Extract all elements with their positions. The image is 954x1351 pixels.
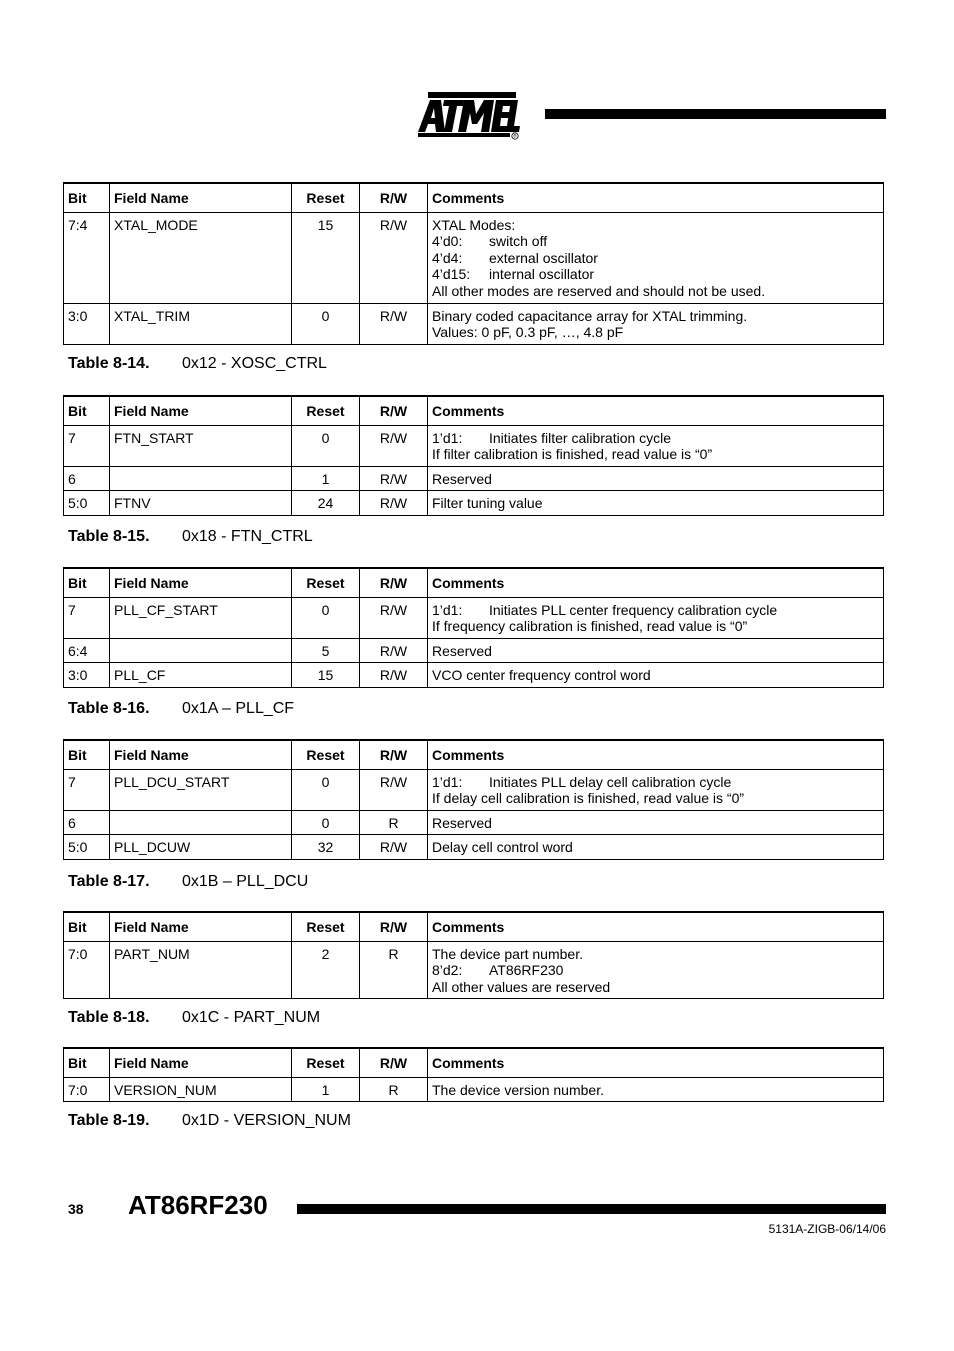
column-header-field-name: Field Name bbox=[110, 396, 292, 425]
field-name-cell: PLL_DCUW bbox=[110, 835, 292, 860]
comment-text: Binary coded capacitance array for XTAL trimming. bbox=[432, 307, 748, 324]
comment-line bbox=[432, 946, 879, 963]
column-header-reset: Reset bbox=[292, 912, 360, 941]
table-number: Table 8-16. bbox=[68, 700, 150, 717]
table-number: Table 8-14. bbox=[68, 355, 150, 372]
column-header-comments: Comments bbox=[428, 568, 884, 597]
reset-cell: 1 bbox=[292, 1077, 360, 1102]
table-number: Table 8-19. bbox=[68, 1112, 150, 1129]
register-table bbox=[63, 395, 884, 516]
reset-cell: 32 bbox=[292, 835, 360, 860]
table-caption bbox=[68, 528, 313, 546]
comment-value-code: 1’d1: bbox=[432, 601, 463, 618]
table-caption bbox=[68, 355, 327, 373]
reset-cell: 15 bbox=[292, 212, 360, 303]
table-number: Table 8-15. bbox=[68, 528, 150, 545]
comments-cell bbox=[428, 663, 884, 688]
comments-cell bbox=[428, 1077, 884, 1102]
column-header-bit: Bit bbox=[64, 183, 110, 212]
header-row bbox=[64, 1048, 884, 1077]
bit-cell: 6 bbox=[64, 466, 110, 491]
bit-cell: 5:0 bbox=[64, 491, 110, 516]
reset-cell: 0 bbox=[292, 769, 360, 810]
header-row bbox=[64, 568, 884, 597]
reset-cell: 0 bbox=[292, 597, 360, 638]
comment-text: VCO center frequency control word bbox=[432, 667, 651, 684]
column-header-field-name: Field Name bbox=[110, 568, 292, 597]
table-row bbox=[64, 425, 884, 466]
svg-text:®: ® bbox=[512, 134, 518, 140]
table-title: 0x12 - XOSC_CTRL bbox=[182, 355, 327, 372]
rw-cell: R/W bbox=[360, 835, 428, 860]
table-caption bbox=[68, 873, 308, 891]
document-title: AT86RF230 bbox=[128, 1190, 268, 1220]
table-title: 0x1B – PLL_DCU bbox=[182, 873, 309, 890]
comment-line bbox=[432, 233, 879, 250]
comments-cell bbox=[428, 491, 884, 516]
comment-text: Initiates PLL delay cell calibration cycle bbox=[489, 773, 732, 790]
field-name-cell: VERSION_NUM bbox=[110, 1077, 292, 1102]
header-row bbox=[64, 183, 884, 212]
reset-cell: 24 bbox=[292, 491, 360, 516]
comment-text: Values: 0 pF, 0.3 pF, …, 4.8 pF bbox=[432, 324, 624, 341]
header-row bbox=[64, 396, 884, 425]
comment-line bbox=[432, 283, 879, 300]
column-header-bit: Bit bbox=[64, 396, 110, 425]
field-name-cell bbox=[110, 466, 292, 491]
reset-cell: 0 bbox=[292, 425, 360, 466]
comment-text: switch off bbox=[489, 233, 548, 250]
comment-line bbox=[432, 471, 879, 488]
bit-cell: 3:0 bbox=[64, 663, 110, 688]
comment-text: Filter tuning value bbox=[432, 495, 543, 512]
rw-cell: R/W bbox=[360, 769, 428, 810]
comments-cell bbox=[428, 303, 884, 344]
table-row bbox=[64, 212, 884, 303]
comments-cell bbox=[428, 466, 884, 491]
comments-cell bbox=[428, 810, 884, 835]
reset-cell: 0 bbox=[292, 303, 360, 344]
column-header-rw: R/W bbox=[360, 740, 428, 769]
comment-line bbox=[432, 217, 879, 234]
column-header-field-name: Field Name bbox=[110, 1048, 292, 1077]
comment-line bbox=[432, 430, 879, 447]
bit-cell: 7 bbox=[64, 769, 110, 810]
table-caption bbox=[68, 1009, 320, 1027]
table-row bbox=[64, 466, 884, 491]
column-header-rw: R/W bbox=[360, 912, 428, 941]
table-caption bbox=[68, 1112, 351, 1130]
table-title: 0x1D - VERSION_NUM bbox=[182, 1112, 351, 1129]
comment-line bbox=[432, 839, 879, 856]
comment-line bbox=[432, 815, 879, 832]
column-header-bit: Bit bbox=[64, 740, 110, 769]
bit-cell: 7:0 bbox=[64, 941, 110, 999]
comment-text: The device version number. bbox=[432, 1081, 604, 1098]
comment-line bbox=[432, 979, 879, 996]
field-name-cell: XTAL_TRIM bbox=[110, 303, 292, 344]
table-row bbox=[64, 769, 884, 810]
bit-cell: 5:0 bbox=[64, 835, 110, 860]
table-row bbox=[64, 491, 884, 516]
rw-cell: R/W bbox=[360, 303, 428, 344]
column-header-reset: Reset bbox=[292, 396, 360, 425]
register-table bbox=[63, 739, 884, 860]
field-name-cell bbox=[110, 638, 292, 663]
bit-cell: 7 bbox=[64, 597, 110, 638]
comments-cell bbox=[428, 212, 884, 303]
rw-cell: R/W bbox=[360, 638, 428, 663]
comment-value-code: 4’d4: bbox=[432, 249, 463, 266]
table-number: Table 8-17. bbox=[68, 873, 150, 890]
comment-line bbox=[432, 618, 879, 635]
column-header-rw: R/W bbox=[360, 1048, 428, 1077]
comment-value-code: 8’d2: bbox=[432, 962, 463, 979]
comment-text: Delay cell control word bbox=[432, 839, 573, 856]
field-name-cell: PLL_CF_START bbox=[110, 597, 292, 638]
column-header-reset: Reset bbox=[292, 740, 360, 769]
field-name-cell: PLL_CF bbox=[110, 663, 292, 688]
comment-line bbox=[432, 962, 879, 979]
rw-cell: R/W bbox=[360, 663, 428, 688]
column-header-rw: R/W bbox=[360, 183, 428, 212]
table-row bbox=[64, 810, 884, 835]
bit-cell: 7:0 bbox=[64, 1077, 110, 1102]
comment-text: All other modes are reserved and should not be used. bbox=[432, 282, 766, 299]
field-name-cell: FTNV bbox=[110, 491, 292, 516]
field-name-cell: XTAL_MODE bbox=[110, 212, 292, 303]
table-row bbox=[64, 835, 884, 860]
comment-text: All other values are reserved bbox=[432, 978, 611, 995]
rw-cell: R/W bbox=[360, 212, 428, 303]
reset-cell: 5 bbox=[292, 638, 360, 663]
comment-line bbox=[432, 250, 879, 267]
register-table bbox=[63, 182, 884, 345]
field-name-cell: FTN_START bbox=[110, 425, 292, 466]
comment-text: If filter calibration is finished, read value is “0” bbox=[432, 446, 713, 463]
table-row bbox=[64, 303, 884, 344]
comment-line bbox=[432, 308, 879, 325]
column-header-bit: Bit bbox=[64, 1048, 110, 1077]
column-header-comments: Comments bbox=[428, 396, 884, 425]
column-header-comments: Comments bbox=[428, 912, 884, 941]
comment-text: Reserved bbox=[432, 470, 492, 487]
rw-cell: R bbox=[360, 810, 428, 835]
comment-text: XTAL Modes: bbox=[432, 216, 516, 233]
column-header-field-name: Field Name bbox=[110, 183, 292, 212]
comment-line bbox=[432, 774, 879, 791]
header-row bbox=[64, 740, 884, 769]
comments-cell bbox=[428, 597, 884, 638]
comment-value-code: 4’d15: bbox=[432, 266, 471, 283]
column-header-reset: Reset bbox=[292, 568, 360, 597]
reset-cell: 2 bbox=[292, 941, 360, 999]
bit-cell: 6:4 bbox=[64, 638, 110, 663]
comment-line bbox=[432, 266, 879, 283]
table-row bbox=[64, 1077, 884, 1102]
table-title: 0x18 - FTN_CTRL bbox=[182, 528, 313, 545]
rw-cell: R/W bbox=[360, 425, 428, 466]
rw-cell: R/W bbox=[360, 597, 428, 638]
header-row bbox=[64, 912, 884, 941]
document-code: 5131A-ZIGB-06/14/06 bbox=[768, 1222, 886, 1236]
bit-cell: 3:0 bbox=[64, 303, 110, 344]
comment-text: Initiates PLL center frequency calibration cycle bbox=[489, 601, 778, 618]
rw-cell: R/W bbox=[360, 466, 428, 491]
comment-value-code: 4’d0: bbox=[432, 233, 463, 250]
table-title: 0x1C - PART_NUM bbox=[182, 1009, 321, 1026]
table-row bbox=[64, 638, 884, 663]
field-name-cell: PLL_DCU_START bbox=[110, 769, 292, 810]
column-header-field-name: Field Name bbox=[110, 740, 292, 769]
comment-text: internal oscillator bbox=[489, 266, 595, 283]
column-header-rw: R/W bbox=[360, 568, 428, 597]
comment-line bbox=[432, 602, 879, 619]
comment-line bbox=[432, 1082, 879, 1099]
table-row bbox=[64, 597, 884, 638]
comment-value-code: 1’d1: bbox=[432, 429, 463, 446]
comment-line bbox=[432, 495, 879, 512]
comment-text: Reserved bbox=[432, 814, 492, 831]
column-header-rw: R/W bbox=[360, 396, 428, 425]
page-number: 38 bbox=[68, 1201, 84, 1217]
comment-line bbox=[432, 667, 879, 684]
bit-cell: 6 bbox=[64, 810, 110, 835]
column-header-reset: Reset bbox=[292, 183, 360, 212]
comment-text: The device part number. bbox=[432, 945, 583, 962]
comment-line bbox=[432, 790, 879, 807]
table-title: 0x1A – PLL_CF bbox=[182, 700, 295, 717]
comments-cell bbox=[428, 425, 884, 466]
rw-cell: R bbox=[360, 941, 428, 999]
column-header-bit: Bit bbox=[64, 568, 110, 597]
comments-cell bbox=[428, 638, 884, 663]
register-table bbox=[63, 911, 884, 999]
table-caption bbox=[68, 700, 294, 718]
table-row bbox=[64, 663, 884, 688]
bit-cell: 7 bbox=[64, 425, 110, 466]
comment-value-code: 1’d1: bbox=[432, 773, 463, 790]
table-row bbox=[64, 941, 884, 999]
comment-line bbox=[432, 446, 879, 463]
column-header-comments: Comments bbox=[428, 183, 884, 212]
register-table bbox=[63, 567, 884, 688]
comment-text: If delay cell calibration is finished, read value is “0” bbox=[432, 790, 745, 807]
column-header-reset: Reset bbox=[292, 1048, 360, 1077]
comment-text: Reserved bbox=[432, 642, 492, 659]
column-header-comments: Comments bbox=[428, 740, 884, 769]
comment-text: If frequency calibration is finished, read value is “0” bbox=[432, 618, 748, 635]
column-header-comments: Comments bbox=[428, 1048, 884, 1077]
comments-cell bbox=[428, 941, 884, 999]
reset-cell: 1 bbox=[292, 466, 360, 491]
reset-cell: 0 bbox=[292, 810, 360, 835]
table-number: Table 8-18. bbox=[68, 1009, 150, 1026]
column-header-field-name: Field Name bbox=[110, 912, 292, 941]
comment-text: AT86RF230 bbox=[489, 962, 564, 979]
atmel-logo bbox=[414, 86, 520, 140]
field-name-cell: PART_NUM bbox=[110, 941, 292, 999]
rw-cell: R/W bbox=[360, 491, 428, 516]
register-table bbox=[63, 1047, 884, 1102]
field-name-cell bbox=[110, 810, 292, 835]
bit-cell: 7:4 bbox=[64, 212, 110, 303]
rw-cell: R bbox=[360, 1077, 428, 1102]
comment-text: Initiates filter calibration cycle bbox=[489, 429, 672, 446]
column-header-bit: Bit bbox=[64, 912, 110, 941]
comments-cell bbox=[428, 835, 884, 860]
comments-cell bbox=[428, 769, 884, 810]
reset-cell: 15 bbox=[292, 663, 360, 688]
comment-line bbox=[432, 324, 879, 341]
header-rule bbox=[545, 109, 886, 119]
comment-text: external oscillator bbox=[489, 249, 598, 266]
comment-line bbox=[432, 643, 879, 660]
footer-rule bbox=[297, 1204, 886, 1214]
